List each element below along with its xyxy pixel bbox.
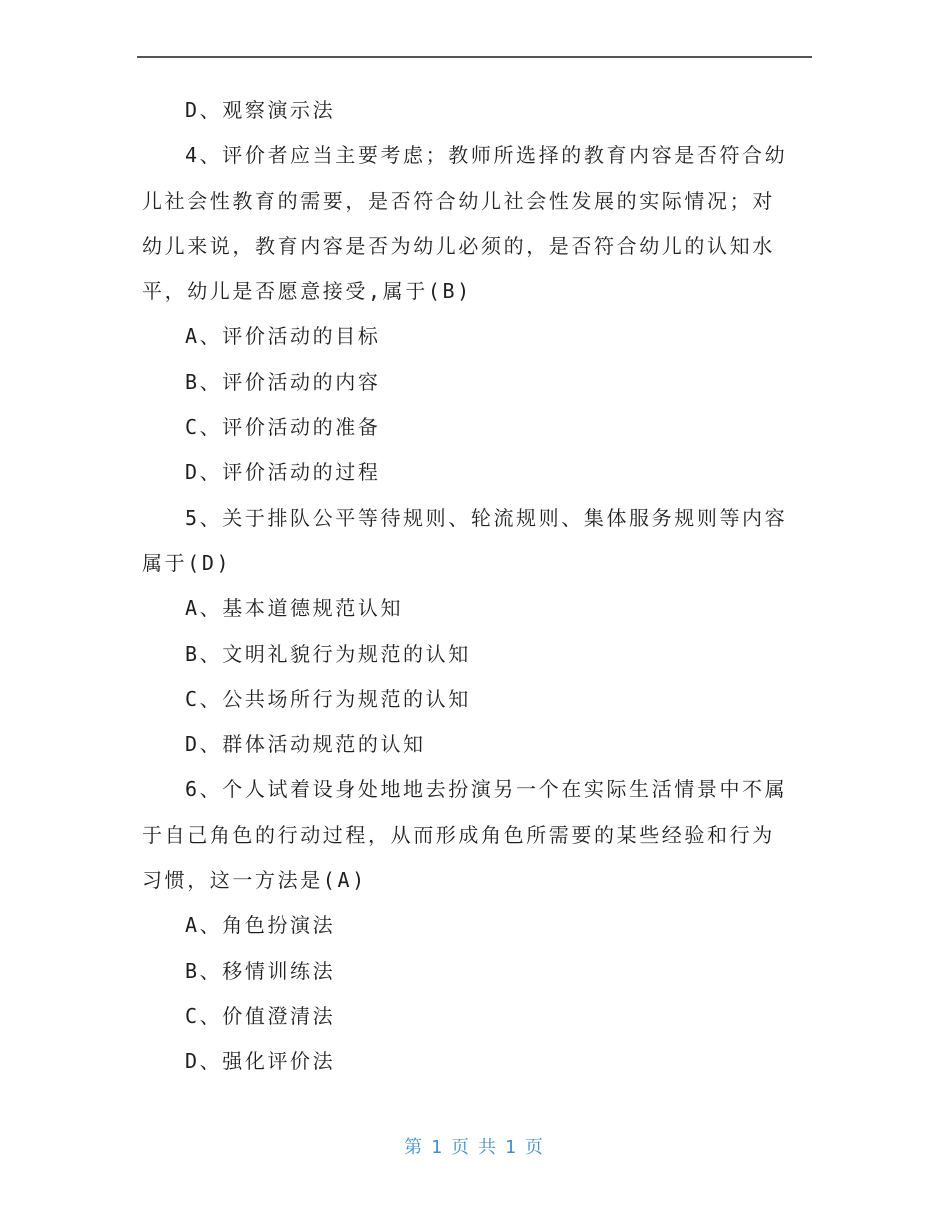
document-body: [142, 88, 812, 1085]
current-page-number: 1: [431, 1137, 445, 1158]
option-c: C、评价活动的准备: [185, 415, 381, 440]
option-b: B、文明礼貌行为规范的认知: [185, 641, 471, 666]
option-d: D、强化评价法: [185, 1049, 336, 1074]
question-4-line-4: 平，幼儿是否愿意接受,属于(B): [142, 279, 472, 304]
footer-page-word: 页: [451, 1137, 472, 1158]
question-5-line-1: 5、关于排队公平等待规则、轮流规则、集体服务规则等内容: [185, 505, 788, 530]
question-4-line-3: 幼儿来说，教育内容是否为幼儿必须的，是否符合幼儿的认知水: [142, 233, 775, 258]
option-c: C、价值澄清法: [185, 1003, 336, 1028]
footer-total-word: 共: [478, 1137, 499, 1158]
option-b: B、移情训练法: [185, 958, 336, 983]
option-a: A、角色扮演法: [185, 913, 336, 938]
page-footer: [0, 1133, 950, 1159]
text-line: D、观察演示法: [185, 98, 336, 122]
option-d: D、群体活动规范的认知: [185, 732, 426, 757]
question-6-line-3: 习惯，这一方法是(A): [142, 868, 367, 893]
option-a: A、评价活动的目标: [185, 324, 381, 349]
question-4-line-2: 儿社会性教育的需要，是否符合幼儿社会性发展的实际情况；对: [142, 188, 775, 213]
header-rule: [137, 56, 812, 58]
question-6-line-2: 于自己角色的行动过程，从而形成角色所需要的某些经验和行为: [142, 822, 775, 847]
question-6-line-1: 6、个人试着设身处地地去扮演另一个在实际生活情景中不属: [185, 777, 788, 802]
total-pages-number: 1: [505, 1137, 519, 1158]
footer-prefix: 第: [404, 1137, 426, 1158]
option-c: C、公共场所行为规范的认知: [185, 686, 471, 711]
footer-page-word-2: 页: [524, 1137, 546, 1158]
option-a: A、基本道德规范认知: [185, 596, 404, 621]
option-d: D、评价活动的过程: [185, 460, 381, 485]
question-4-line-1: 4、评价者应当主要考虑；教师所选择的教育内容是否符合幼: [185, 143, 788, 168]
option-b: B、评价活动的内容: [185, 369, 381, 394]
question-5-line-2: 属于(D): [142, 550, 232, 575]
